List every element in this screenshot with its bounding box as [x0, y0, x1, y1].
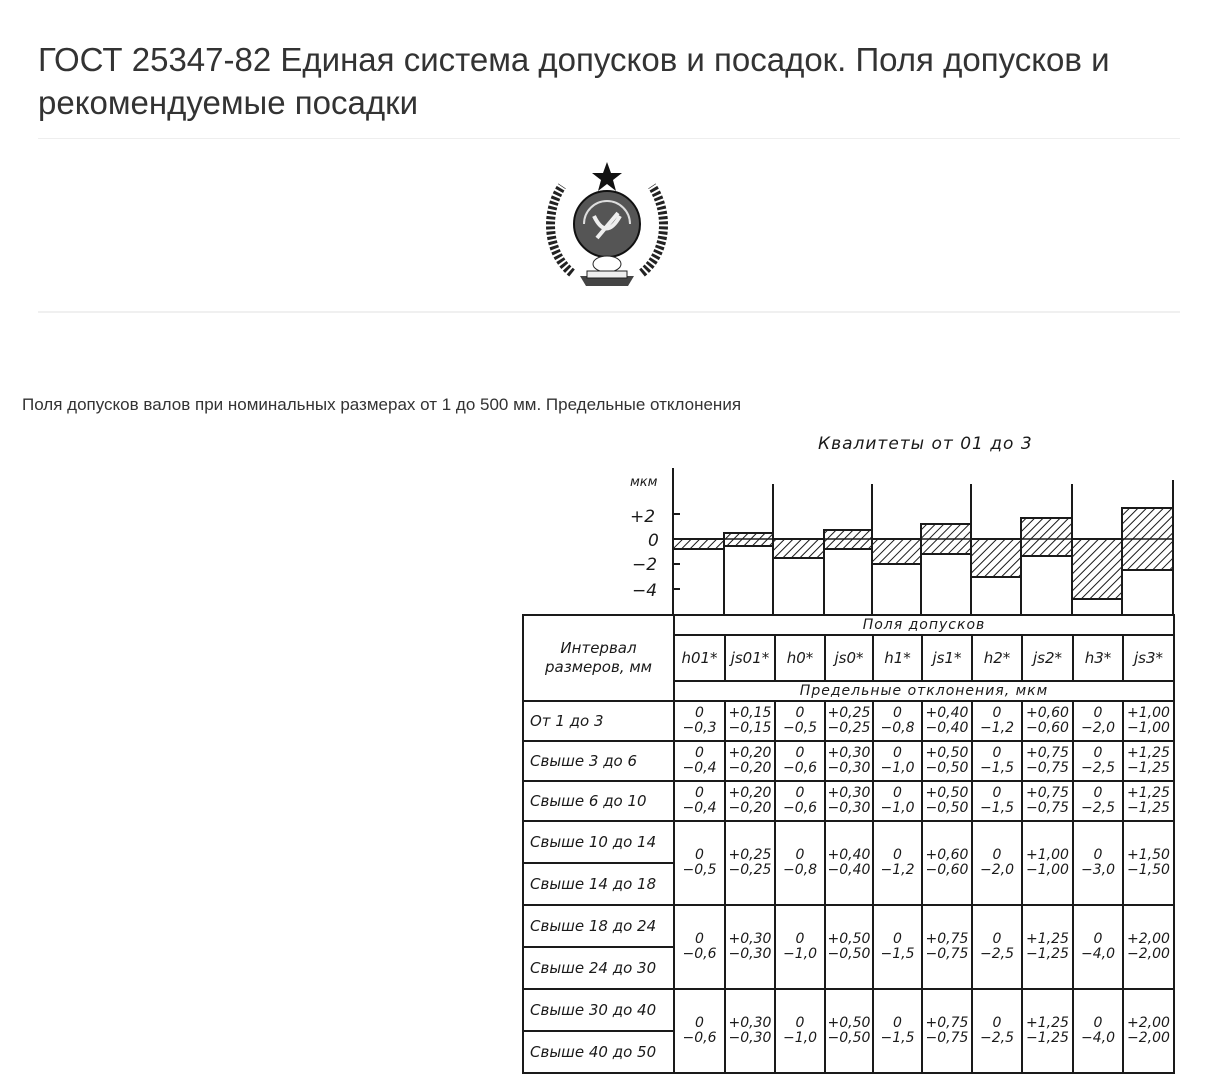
upper-deviation: +0,60: [925, 847, 969, 863]
deviation-cell: [725, 781, 775, 821]
lower-deviation: −0,4: [682, 760, 717, 776]
upper-deviation: +0,30: [827, 745, 871, 761]
tolerance-chart: [600, 460, 1190, 620]
svg-text:+2: +2: [630, 507, 656, 527]
table-row: [523, 905, 1174, 947]
row-label: Свыше 24 до 30: [523, 947, 674, 989]
tolerance-table: [522, 614, 1175, 1074]
deviation-cell: [1123, 989, 1174, 1073]
deviation-cell: [674, 989, 725, 1073]
deviation-cell: [1123, 821, 1174, 905]
deviation-cell: [922, 989, 972, 1073]
upper-deviation: 0: [795, 847, 805, 863]
interval-header: Интервал размеров, мм: [523, 615, 674, 701]
divider: [38, 311, 1180, 313]
lower-deviation: −1,5: [880, 1030, 915, 1046]
lower-deviation: −0,6: [783, 760, 817, 776]
svg-text:−4: −4: [632, 581, 658, 601]
lower-deviation: −0,25: [827, 720, 871, 736]
deviation-cell: [1073, 701, 1123, 741]
svg-text:0: 0: [648, 531, 659, 551]
upper-deviation: 0: [992, 745, 1002, 761]
lower-deviation: −0,75: [1026, 800, 1069, 816]
deviation-cell: [922, 701, 972, 741]
lower-deviation: −0,30: [827, 760, 871, 776]
lower-deviation: −0,15: [728, 720, 772, 736]
deviation-cell: [1123, 701, 1174, 741]
lower-deviation: −0,60: [925, 862, 969, 878]
upper-deviation: +0,60: [1026, 705, 1069, 721]
lower-deviation: −1,25: [1127, 800, 1170, 816]
lower-deviation: −2,0: [980, 862, 1014, 878]
deviation-cell: [1073, 989, 1123, 1073]
row-label: Свыше 6 до 10: [523, 781, 674, 821]
column-header: js2*: [1022, 635, 1073, 681]
deviation-cell: [1022, 989, 1073, 1073]
deviation-cell: [674, 821, 725, 905]
upper-deviation: +0,25: [728, 847, 772, 863]
lower-deviation: −1,0: [880, 800, 915, 816]
upper-deviation: +0,30: [827, 785, 871, 801]
deviation-cell: [725, 741, 775, 781]
lower-deviation: −0,40: [925, 720, 969, 736]
upper-deviation: 0: [795, 705, 805, 721]
deviation-cell: [825, 989, 873, 1073]
lower-deviation: −0,75: [925, 1030, 969, 1046]
lower-deviation: −0,5: [682, 862, 717, 878]
upper-deviation: +1,25: [1127, 785, 1170, 801]
upper-deviation: +2,00: [1127, 931, 1170, 947]
lower-deviation: −2,5: [1081, 800, 1115, 816]
row-label: Свыше 14 до 18: [523, 863, 674, 905]
upper-deviation: 0: [992, 847, 1002, 863]
deviation-cell: [775, 741, 825, 781]
deviation-cell: [1073, 781, 1123, 821]
upper-deviation: +0,75: [925, 931, 969, 947]
lower-deviation: −0,50: [925, 760, 969, 776]
upper-deviation: +1,00: [1026, 847, 1069, 863]
lower-deviation: −4,0: [1081, 1030, 1115, 1046]
lower-deviation: −2,0: [1081, 720, 1115, 736]
lower-deviation: −0,6: [682, 1030, 717, 1046]
lower-deviation: −0,6: [783, 800, 817, 816]
lower-deviation: −0,50: [827, 1030, 871, 1046]
upper-deviation: +0,40: [925, 705, 969, 721]
row-label: Свыше 18 до 24: [523, 905, 674, 947]
deviation-cell: [873, 701, 922, 741]
lower-deviation: −1,2: [980, 720, 1014, 736]
upper-deviation: +0,30: [728, 1015, 772, 1031]
lower-deviation: −1,0: [783, 1030, 817, 1046]
lower-deviation: −0,20: [728, 760, 772, 776]
lower-deviation: −1,0: [880, 760, 915, 776]
table-row: [523, 781, 1174, 821]
deviation-cell: [922, 821, 972, 905]
deviation-cell: [825, 701, 873, 741]
lower-deviation: −0,75: [925, 946, 969, 962]
deviation-cell: [825, 781, 873, 821]
lower-deviation: −2,5: [1081, 760, 1115, 776]
upper-deviation: +0,50: [827, 931, 871, 947]
deviation-cell: [972, 821, 1022, 905]
table-row: [523, 821, 1174, 863]
lower-deviation: −0,75: [1026, 760, 1069, 776]
deviation-cell: [972, 905, 1022, 989]
lower-deviation: −0,3: [682, 720, 717, 736]
upper-deviation: +0,75: [1026, 785, 1069, 801]
deviation-cell: [674, 701, 725, 741]
deviation-cell: [922, 905, 972, 989]
upper-deviation: +1,25: [1026, 1015, 1069, 1031]
upper-deviation: +0,75: [1026, 745, 1069, 761]
upper-deviation: +0,50: [925, 785, 969, 801]
deviation-cell: [1073, 905, 1123, 989]
row-label: Свыше 10 до 14: [523, 821, 674, 863]
deviation-cell: [725, 989, 775, 1073]
lower-deviation: −1,2: [880, 862, 915, 878]
column-header: h2*: [972, 635, 1022, 681]
upper-deviation: +0,40: [827, 847, 871, 863]
lower-deviation: −0,40: [827, 862, 871, 878]
lower-deviation: −0,30: [728, 1030, 772, 1046]
lower-deviation: −0,60: [1026, 720, 1069, 736]
lower-deviation: −1,0: [783, 946, 817, 962]
deviation-cell: [972, 781, 1022, 821]
deviation-cell: [1123, 781, 1174, 821]
deviation-cell: [972, 989, 1022, 1073]
deviation-cell: [873, 905, 922, 989]
lower-deviation: −1,5: [980, 800, 1014, 816]
deviation-cell: [825, 905, 873, 989]
lower-deviation: −4,0: [1081, 946, 1115, 962]
lower-deviation: −1,5: [880, 946, 915, 962]
deviation-cell: [1073, 741, 1123, 781]
column-header: js3*: [1123, 635, 1174, 681]
upper-deviation: 0: [893, 847, 902, 863]
lower-deviation: −0,8: [880, 720, 915, 736]
deviation-cell: [775, 701, 825, 741]
upper-deviation: 0: [695, 745, 704, 761]
upper-deviation: +0,20: [728, 785, 772, 801]
upper-deviation: +0,50: [925, 745, 969, 761]
deviation-cell: [1022, 821, 1073, 905]
group-header: Поля допусков: [674, 615, 1174, 635]
upper-deviation: 0: [1093, 705, 1103, 721]
upper-deviation: 0: [1093, 745, 1103, 761]
upper-deviation: 0: [992, 1015, 1002, 1031]
ussr-emblem-icon: [542, 158, 672, 294]
column-header: js0*: [825, 635, 873, 681]
upper-deviation: +1,50: [1127, 847, 1170, 863]
deviation-cell: [922, 781, 972, 821]
upper-deviation: 0: [893, 785, 902, 801]
column-header: js01*: [725, 635, 775, 681]
deviation-cell: [873, 989, 922, 1073]
upper-deviation: 0: [893, 705, 902, 721]
deviation-cell: [725, 821, 775, 905]
lower-deviation: −2,00: [1127, 1030, 1170, 1046]
row-label: Свыше 40 до 50: [523, 1031, 674, 1073]
table-row: [523, 989, 1174, 1031]
upper-deviation: 0: [795, 931, 805, 947]
lower-deviation: −2,5: [980, 1030, 1014, 1046]
deviation-cell: [1123, 741, 1174, 781]
column-header: h1*: [873, 635, 922, 681]
row-label: Свыше 30 до 40: [523, 989, 674, 1031]
upper-deviation: 0: [695, 847, 704, 863]
upper-deviation: 0: [795, 1015, 805, 1031]
deviation-cell: [1123, 905, 1174, 989]
lower-deviation: −1,00: [1026, 862, 1069, 878]
deviation-cell: [674, 905, 725, 989]
deviation-cell: [775, 989, 825, 1073]
figure-caption: Поля допусков валов при номинальных размерах от 1 до 500 мм. Предельные отклонения: [22, 395, 742, 414]
page-title: ГОСТ 25347-82 Единая система допусков и посадок. Поля допусков и рекомендуемые посадки: [38, 41, 1110, 121]
upper-deviation: +0,25: [827, 705, 871, 721]
upper-deviation: 0: [992, 931, 1002, 947]
lower-deviation: −0,4: [682, 800, 717, 816]
deviation-cell: [725, 905, 775, 989]
column-header: js1*: [922, 635, 972, 681]
column-header: h3*: [1073, 635, 1123, 681]
upper-deviation: +2,00: [1127, 1015, 1170, 1031]
lower-deviation: −0,30: [827, 800, 871, 816]
deviation-cell: [873, 741, 922, 781]
upper-deviation: 0: [795, 745, 805, 761]
upper-deviation: +0,30: [728, 931, 772, 947]
upper-deviation: 0: [1093, 847, 1103, 863]
table-row: [523, 741, 1174, 781]
upper-deviation: +0,15: [728, 705, 772, 721]
upper-deviation: +1,25: [1127, 745, 1170, 761]
lower-deviation: −0,50: [925, 800, 969, 816]
upper-deviation: 0: [893, 745, 902, 761]
table-row: [523, 701, 1174, 741]
lower-deviation: −1,25: [1026, 946, 1069, 962]
deviation-cell: [972, 741, 1022, 781]
lower-deviation: −0,6: [682, 946, 717, 962]
lower-deviation: −0,50: [827, 946, 871, 962]
chart-title: Квалитеты от 01 до 3: [818, 434, 1033, 454]
lower-deviation: −2,00: [1127, 946, 1170, 962]
row-label: Свыше 3 до 6: [523, 741, 674, 781]
upper-deviation: 0: [893, 1015, 902, 1031]
deviation-cell: [775, 905, 825, 989]
lower-deviation: −0,8: [783, 862, 817, 878]
upper-deviation: 0: [695, 705, 704, 721]
upper-deviation: +0,75: [925, 1015, 969, 1031]
deviation-cell: [1022, 701, 1073, 741]
lower-deviation: −1,00: [1127, 720, 1170, 736]
upper-deviation: +1,00: [1127, 705, 1170, 721]
lower-deviation: −1,25: [1127, 760, 1170, 776]
row-label: От 1 до 3: [523, 701, 674, 741]
deviation-cell: [972, 701, 1022, 741]
upper-deviation: 0: [695, 785, 704, 801]
upper-deviation: 0: [1093, 931, 1103, 947]
deviation-cell: [873, 821, 922, 905]
lower-deviation: −0,20: [728, 800, 772, 816]
lower-deviation: −0,25: [728, 862, 772, 878]
upper-deviation: +0,20: [728, 745, 772, 761]
upper-deviation: 0: [992, 785, 1002, 801]
svg-text:−2: −2: [632, 555, 658, 575]
deviation-cell: [922, 741, 972, 781]
upper-deviation: +1,25: [1026, 931, 1069, 947]
deviation-cell: [1022, 905, 1073, 989]
deviation-cell: [775, 781, 825, 821]
lower-deviation: −2,5: [980, 946, 1014, 962]
sub-header: Предельные отклонения, мкм: [674, 681, 1174, 701]
deviation-cell: [775, 821, 825, 905]
lower-deviation: −1,50: [1127, 862, 1170, 878]
upper-deviation: 0: [695, 931, 704, 947]
deviation-cell: [825, 741, 873, 781]
upper-deviation: +0,50: [827, 1015, 871, 1031]
upper-deviation: 0: [992, 705, 1002, 721]
upper-deviation: 0: [893, 931, 902, 947]
deviation-cell: [674, 741, 725, 781]
lower-deviation: −1,5: [980, 760, 1014, 776]
deviation-cell: [825, 821, 873, 905]
unit-label: мкм: [630, 475, 658, 490]
lower-deviation: −0,5: [783, 720, 817, 736]
upper-deviation: 0: [1093, 1015, 1103, 1031]
upper-deviation: 0: [1093, 785, 1103, 801]
column-header: h0*: [775, 635, 825, 681]
deviation-cell: [1022, 781, 1073, 821]
lower-deviation: −3,0: [1081, 862, 1115, 878]
lower-deviation: −1,25: [1026, 1030, 1069, 1046]
deviation-cell: [1022, 741, 1073, 781]
upper-deviation: 0: [795, 785, 805, 801]
upper-deviation: 0: [695, 1015, 704, 1031]
deviation-cell: [674, 781, 725, 821]
deviation-cell: [725, 701, 775, 741]
lower-deviation: −0,30: [728, 946, 772, 962]
divider: [38, 138, 1180, 139]
deviation-cell: [1073, 821, 1123, 905]
deviation-cell: [873, 781, 922, 821]
column-header: h01*: [674, 635, 725, 681]
